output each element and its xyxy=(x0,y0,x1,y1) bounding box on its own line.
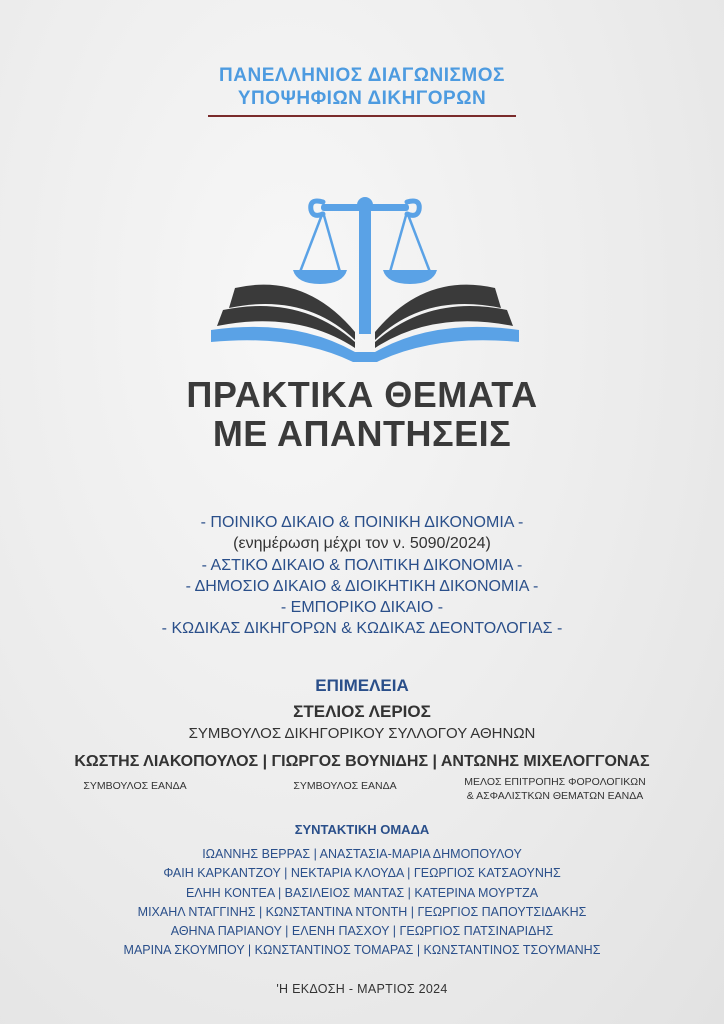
team-line: ΕΛΗΗ ΚΟΝΤΕΑ | ΒΑΣΙΛΕΙΟΣ ΜΑΝΤΑΣ | ΚΑΤΕΡΙΝΑ ΜΟΥΡΤΖΑ xyxy=(185,885,539,900)
editorial-team-label: ΣΥΝΤΑΚΤΙΚΗ ΟΜΑΔΑ xyxy=(294,822,430,837)
editor-role: ΣΥΜΒΟΥΛΟΣ ΔΙΚΗΓΟΡΙΚΟΥ ΣΥΛΛΟΓΟΥ ΑΘΗΝΩΝ xyxy=(188,725,536,742)
subject-item: - ΠΟΙΝΙΚΟ ΔΙΚΑΙΟ & ΠΟΙΝΙΚΗ ΔΙΚΟΝΟΜΙΑ - xyxy=(200,514,524,531)
subject-item: - ΕΜΠΟΡΙΚΟ ΔΙΚΑΙΟ - xyxy=(280,599,444,617)
exam-title-line1: ΠΑΝΕΛΛΗΝΙΟΣ ΔΙΑΓΩΝΙΣΜΟΣ xyxy=(219,65,505,86)
header-divider xyxy=(208,115,516,117)
exam-title-line2: ΥΠΟΨΗΦΙΩΝ ΔΙΚΗΓΟΡΩΝ xyxy=(237,88,487,109)
co-editor-role-3-line1: ΜΕΛΟΣ ΕΠΙΤΡΟΠΗΣ ΦΟΡΟΛΟΓΙΚΩΝ xyxy=(464,776,646,788)
team-line: ΜΑΡΙΝΑ ΣΚΟΥΜΠΟΥ | ΚΩΝΣΤΑΝΤΙΝΟΣ ΤΟΜΑΡΑΣ | ΚΩΝΣΤΑΝΤΙΝΟΣ ΤΣΟΥΜΑΝΗΣ xyxy=(123,943,601,958)
subject-item: - ΔΗΜΟΣΙΟ ΔΙΚΑΙΟ & ΔΙΟΙΚΗΤΙΚΗ ΔΙΚΟΝΟΜΙΑ - xyxy=(185,577,539,595)
scales-of-justice-book-icon xyxy=(205,192,525,367)
team-line: ΜΙΧΑΗΛ ΝΤΑΓΓΙΝΗΣ | ΚΩΝΣΤΑΝΤΙΝΑ ΝΤΟΝΤΗ | ΓΕΩΡΓΙΟΣ ΠΑΠΟΥΤΣΙΔΑΚΗΣ xyxy=(137,904,587,919)
co-editor-role-2: ΣΥΜΒΟΥΛΟΣ ΕΑΝΔΑ xyxy=(293,780,397,792)
team-line: ΦΑΙΗ ΚΑΡΚΑΝΤΖΟΥ | ΝΕΚΤΑΡΙΑ ΚΛΟΥΔΑ | ΓΕΩΡΓΙΟΣ ΚΑΤΣΑΟΥΝΗΣ xyxy=(163,866,561,881)
co-editor-role-3-line2: & ΑΣΦΑΛΙΣΤΚΩΝ ΘΕΜΑΤΩΝ ΕΑΝΔΑ xyxy=(466,790,644,802)
team-line: ΙΩΑΝΝΗΣ ΒΕΡΡΑΣ | ΑΝΑΣΤΑΣΙΑ-ΜΑΡΙΑ ΔΗΜΟΠΟΥΛΟΥ xyxy=(202,847,522,861)
co-editor-role-1: ΣΥΜΒΟΥΛΟΣ ΕΑΝΔΑ xyxy=(83,780,187,792)
editor-name: ΣΤΕΛΙΟΣ ΛΕΡΙΟΣ xyxy=(293,702,431,721)
subject-item: - ΑΣΤΙΚΟ ΔΙΚΑΙΟ & ΠΟΛΙΤΙΚΗ ΔΙΚΟΝΟΜΙΑ - xyxy=(201,556,523,574)
book-title xyxy=(0,375,724,453)
team-line: ΑΘΗΝΑ ΠΑΡΙΑΝΟΥ | ΕΛΕΝΗ ΠΑΣΧΟΥ | ΓΕΩΡΓΙΟΣ ΠΑΤΣΙΝΑΡΙΔΗΣ xyxy=(170,924,554,939)
book-title-line2: ΜΕ ΑΠΑΝΤΗΣΕΙΣ xyxy=(212,413,512,454)
edition-info: 'Η ΕΚΔΟΣΗ - ΜΑΡΤΙΟΣ 2024 xyxy=(276,982,448,996)
co-editor-names: ΚΩΣΤΗΣ ΛΙΑΚΟΠΟΥΛΟΣ | ΓΙΩΡΓΟΣ ΒΟΥΝΙΔΗΣ | ΑΝΤΩΝΗΣ ΜΙΧΕΛΟΓΓΟΝΑΣ xyxy=(74,753,650,770)
editing-label: ΕΠΙΜΕΛΕΙΑ xyxy=(315,676,409,695)
subjects-list xyxy=(0,512,724,640)
co-editor-role-3 xyxy=(440,775,670,803)
editorial-team-list xyxy=(0,845,724,961)
subject-item: - ΚΩΔΙΚΑΣ ΔΙΚΗΓΟΡΩΝ & ΚΩΔΙΚΑΣ ΔΕΟΝΤΟΛΟΓΙΑΣ - xyxy=(161,620,563,638)
subject-note: (ενημέρωση μέχρι τον ν. 5090/2024) xyxy=(233,535,491,553)
book-title-line1: ΠΡΑΚΤΙΚΑ ΘΕΜΑΤΑ xyxy=(186,374,538,415)
exam-title xyxy=(0,64,724,110)
